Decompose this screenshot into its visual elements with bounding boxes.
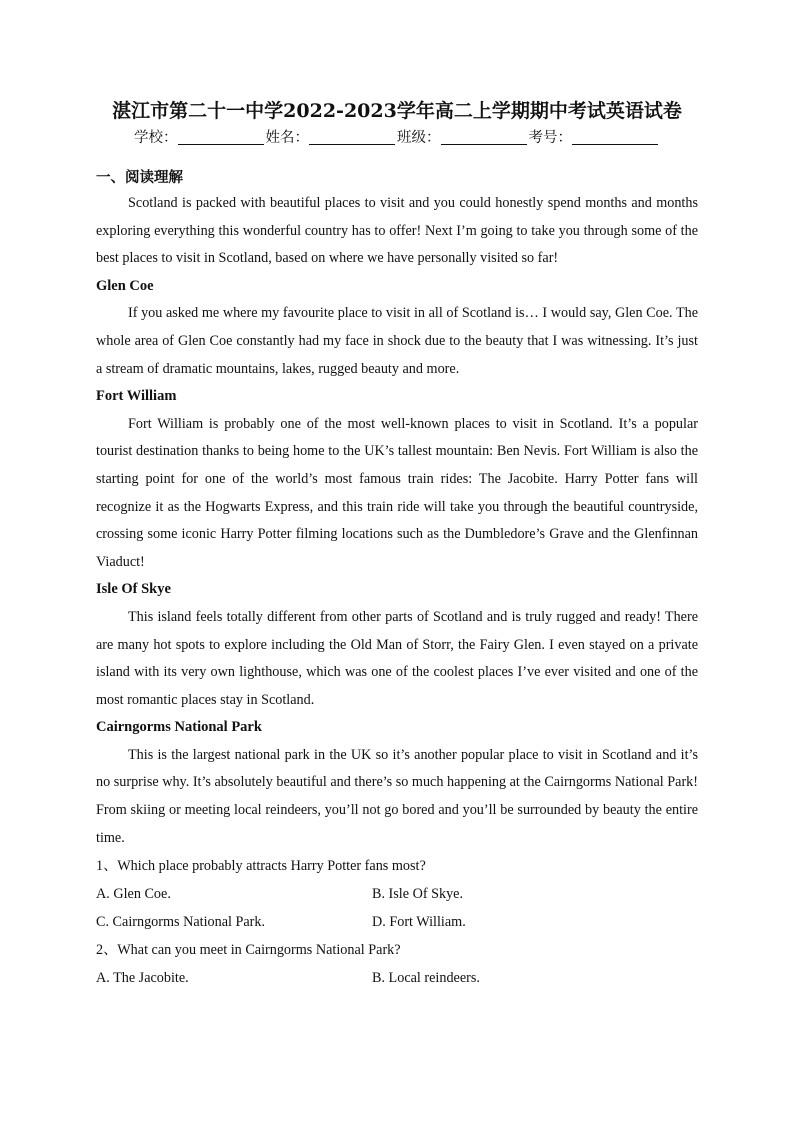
question-1-stem: 1、Which place probably attracts Harry Potter fans most? — [96, 858, 426, 875]
student-info-line — [0, 126, 794, 147]
section-title: 一、阅读理解 — [96, 170, 183, 186]
reading-section — [96, 166, 698, 992]
name-label: 姓名： — [265, 130, 309, 146]
question-1-option-c[interactable]: C. Cairngorms National Park. — [96, 914, 266, 931]
question-2-option-a[interactable]: A. The Jacobite. — [96, 970, 189, 987]
exam-number-label: 考号： — [528, 130, 572, 146]
name-blank[interactable] — [309, 130, 395, 145]
question-1-options-row-1 — [96, 880, 698, 908]
school-label: 学校： — [134, 130, 178, 146]
class-label: 班级： — [397, 130, 441, 146]
question-1-options-row-2 — [96, 908, 698, 936]
passage-text-fort-william: Fort William is probably one of the most well-known places to visit in Scotland. It’s a popular tourist destination thanks to being home to the UK’s tallest mountain: Ben Nevis. Fort William is also the starting point for one of the world’s most famous train rides: The Jacobite. Harry Potter fans will recognize it as the Hogwarts Express, and this train ride will take you through the beautiful countryside, crossing some iconic Harry Potter filming locations such as the Dumbledore’s Grave and the Glenfinnan Viaduct! — [96, 415, 698, 570]
passage-heading-isle-of-skye: Isle Of Skye — [96, 581, 171, 598]
passage-heading-glen-coe: Glen Coe — [96, 277, 154, 294]
question-1-option-d[interactable]: D. Fort William. — [372, 914, 466, 931]
passage-text-isle-of-skye: This island feels totally different from other parts of Scotland and is truly rugged and ready! There are many hot spots to explore including the Old Man of Storr, the Fairy Glen. I even stayed on a private island with its very own lighthouse, which was one of the coolest places I’ve ever visited and one of the most romantic places stay in Scotland. — [96, 608, 698, 708]
passage-text-glen-coe: If you asked me where my favourite place to visit in all of Scotland is… I would say, Glen Coe. The whole area of Glen Coe constantly had my face in shock due to the beauty that I was witnessing. It’s just a stream of dramatic mountains, lakes, rugged beauty and more. — [96, 305, 698, 377]
question-2-option-b[interactable]: B. Local reindeers. — [372, 970, 480, 987]
question-1-option-b[interactable]: B. Isle Of Skye. — [372, 886, 464, 903]
question-1-option-a[interactable]: A. Glen Coe. — [96, 886, 171, 903]
intro-paragraph: Scotland is packed with beautiful places to visit and you could honestly spend months and months exploring everything this wonderful country has to offer! Next I’m going to take you through some of the best places to visit in Scotland, based on where we have personally visited so far! — [96, 195, 698, 267]
exam-title: 湛江市第二十一中学2022-2023学年高二上学期期中考试英语试卷 — [112, 100, 682, 122]
question-2-options-row-1 — [96, 964, 698, 992]
passage-text-cairngorms: This is the largest national park in the UK so it’s another popular place to visit in Scotland and it’s no surprise why. It’s absolutely beautiful and there’s so much happening at the Cairngorms National Park! From skiing or meeting local reindeers, you’ll not go bored and you’ll be surrounded by beauty the entire time. — [96, 746, 698, 846]
class-blank[interactable] — [441, 130, 527, 145]
exam-number-blank[interactable] — [572, 130, 658, 145]
passage-heading-cairngorms: Cairngorms National Park — [96, 719, 262, 736]
passage-heading-fort-william: Fort William — [96, 388, 177, 405]
question-2-stem: 2、What can you meet in Cairngorms National Park? — [96, 942, 401, 959]
school-blank[interactable] — [178, 130, 264, 145]
